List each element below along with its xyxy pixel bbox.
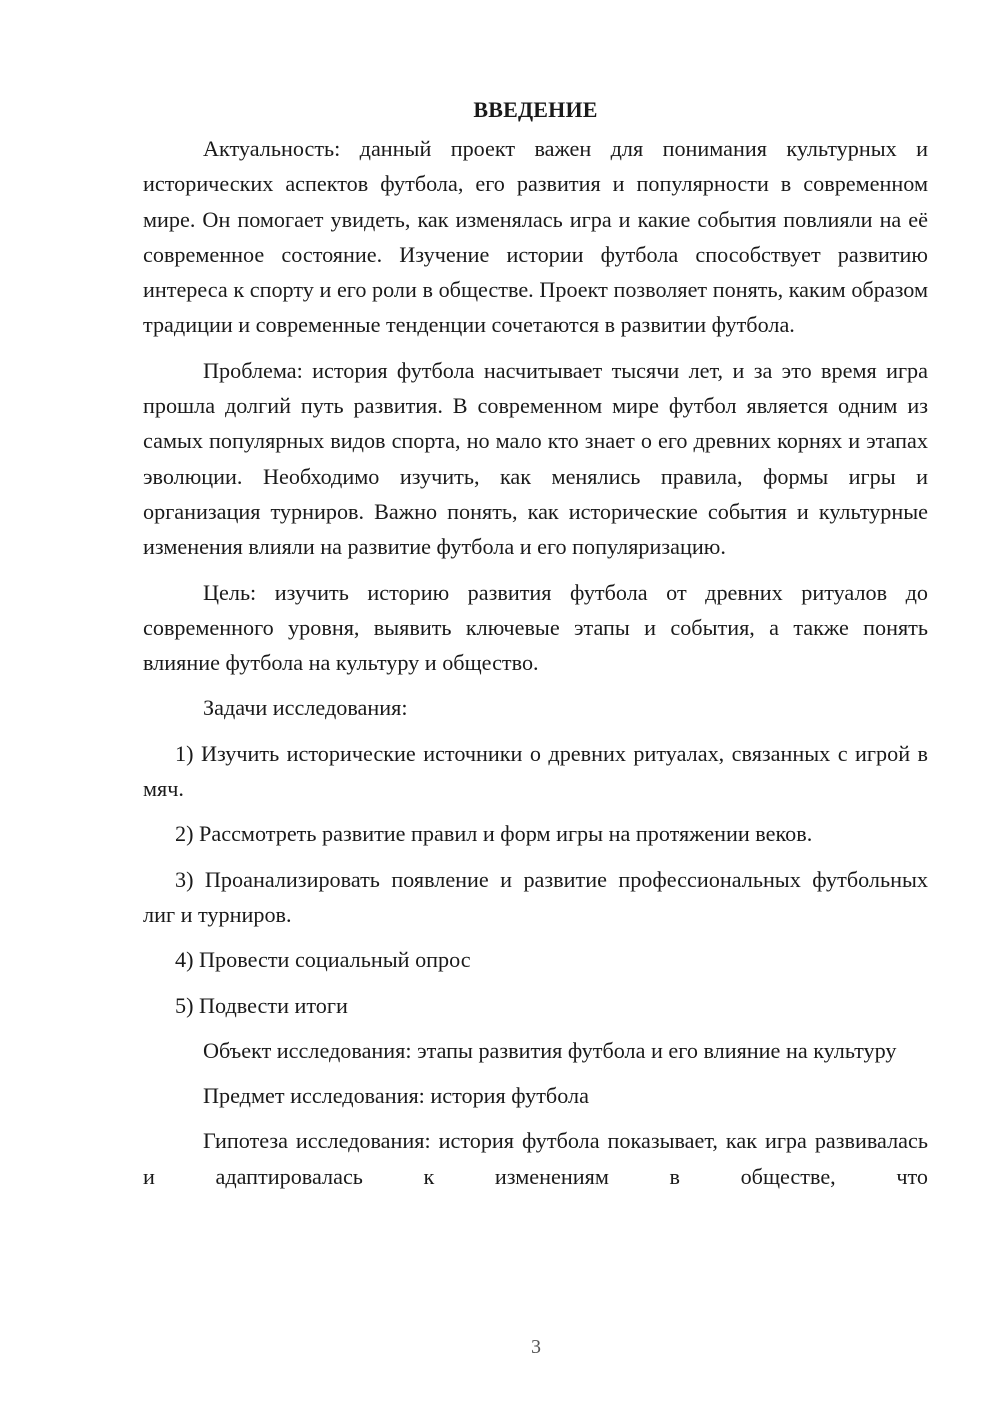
task-item-1: 1) Изучить исторические источники о древних ритуалах, связанных с игрой в мяч.: [143, 740, 928, 802]
object-paragraph: Объект исследования: этапы развития футбола и его влияние на культуру: [203, 1037, 897, 1063]
hypothesis-paragraph: Гипотеза исследования: история футбола показывает, как игра развивалась и адаптировалась к изменениям в обществе, что: [143, 1128, 928, 1189]
task-item-5: 5) Подвести итоги: [175, 992, 348, 1018]
tasks-heading: Задачи исследования:: [203, 695, 408, 721]
document-page: [143, 92, 928, 1204]
page-number: 3: [531, 1336, 541, 1358]
task-item-3: 3) Проанализировать появление и развитие профессиональных футбольных лиг и турниров.: [143, 866, 928, 927]
problem-paragraph: Проблема: история футбола насчитывает тысячи лет, и за это время игра прошла долгий путь развития. В современном мире футбол является одним из самых популярных видов спорта, но мало кто знает о его древних корнях и этапах эволюции. Необходимо изучить, как менялись правила, формы игры и организация турниров. Важно понять, как исторические события и культурные изменения влияли на развитие футбола и его популяризацию.: [143, 357, 928, 560]
task-item-2: 2) Рассмотреть развитие правил и форм игры на протяжении веков.: [175, 821, 813, 847]
section-title: ВВЕДЕНИЕ: [473, 97, 598, 122]
subject-paragraph: Предмет исследования: история футбола: [203, 1083, 589, 1109]
relevance-paragraph: Актуальность: данный проект важен для понимания культурных и исторических аспектов футбола, его развития и популярности в современном мире. Он помогает увидеть, как изменялась игра и какие события повлияли на её современное состояние. Изучение истории футбола способствует развитию интереса к спорту и его роли в обществе. Проект позволяет понять, каким образом традиции и современные тенденции сочетаются в развитии футбола.: [143, 136, 928, 338]
task-item-4: 4) Провести социальный опрос: [175, 947, 471, 973]
goal-paragraph: Цель: изучить историю развития футбола от древних ритуалов до современного уровня, выявить ключевые этапы и события, а также понять влияние футбола на культуру и общество.: [143, 579, 928, 676]
